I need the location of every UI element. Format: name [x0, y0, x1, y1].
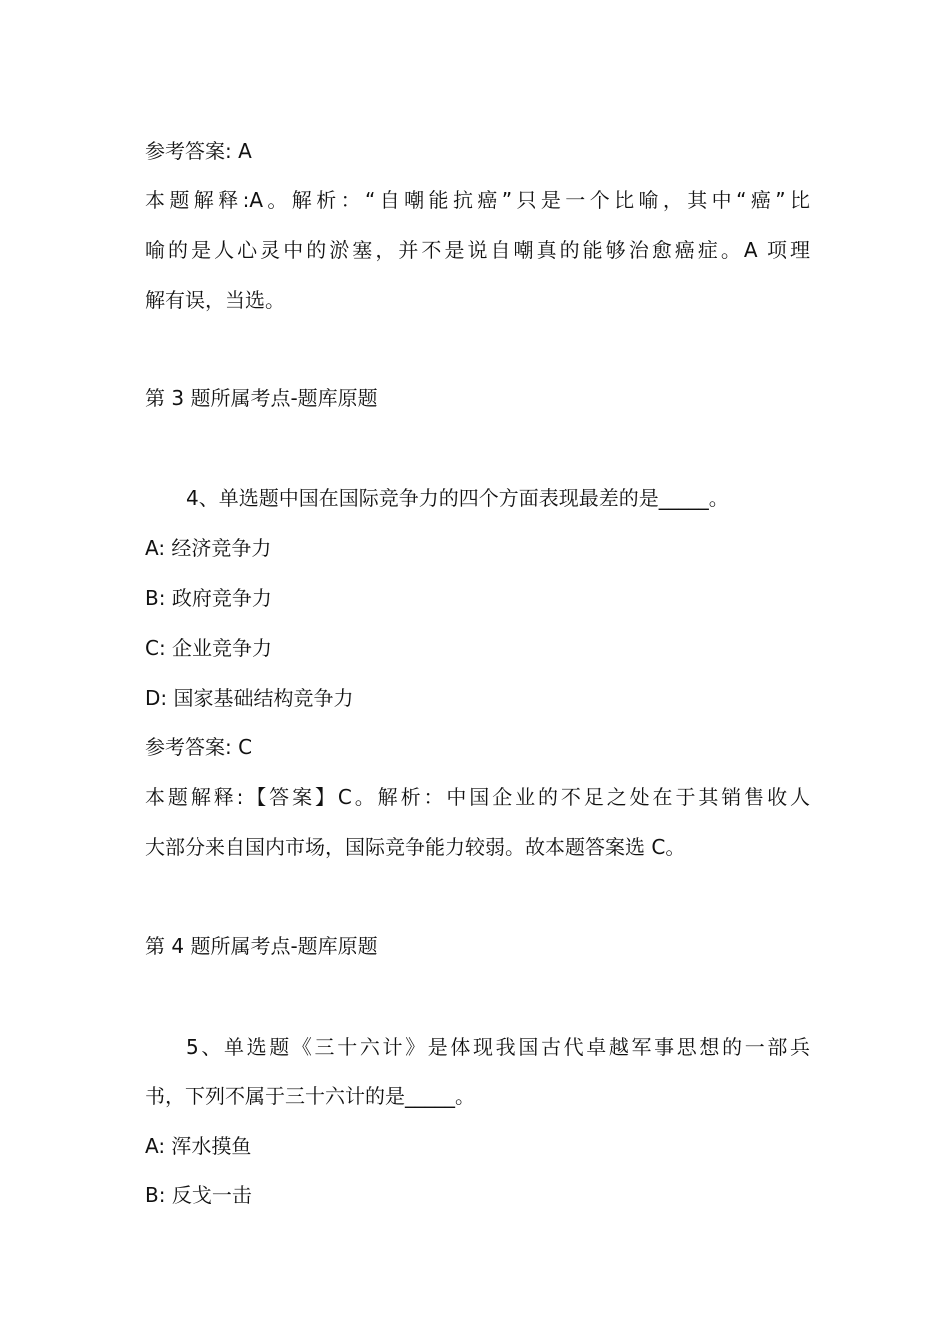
q5-question-line-1: 5、单选题《三十六计》是体现我国古代卓越军事思想的一部兵 — [186, 1035, 810, 1059]
q4-source: 第 4 题所属考点-题库原题 — [145, 934, 378, 958]
q4-explanation-line-2: 大部分来自国内市场，国际竞争能力较弱。故本题答案选 C。 — [145, 835, 686, 859]
q3-explanation-line-1: 本题解释:A。解析：“自嘲能抗癌”只是一个比喻，其中“癌”比 — [145, 188, 810, 212]
q4-option-c: C: 企业竞争力 — [145, 636, 273, 660]
q3-explanation-line-2: 喻的是人心灵中的淤塞，并不是说自嘲真的能够治愈癌症。A 项理 — [145, 238, 810, 262]
q4-explanation-line-1: 本题解释:【答案】C。解析：中国企业的不足之处在于其销售收人 — [145, 785, 810, 809]
q4-option-d: D: 国家基础结构竞争力 — [145, 686, 354, 710]
q5-option-b: B: 反戈一击 — [145, 1183, 252, 1207]
q4-answer: 参考答案: C — [145, 735, 253, 759]
q4-option-a: A: 经济竞争力 — [145, 536, 272, 560]
q4-option-b: B: 政府竞争力 — [145, 586, 272, 610]
q3-explanation-line-3: 解有误，当选。 — [145, 288, 285, 312]
q5-question-line-2: 书，下列不属于三十六计的是_____。 — [145, 1084, 475, 1108]
q5-option-a: A: 浑水摸鱼 — [145, 1134, 252, 1158]
q4-question: 4、单选题中国在国际竞争力的四个方面表现最差的是_____。 — [186, 486, 729, 510]
q3-answer: 参考答案: A — [145, 139, 252, 163]
q3-source: 第 3 题所属考点-题库原题 — [145, 386, 378, 410]
